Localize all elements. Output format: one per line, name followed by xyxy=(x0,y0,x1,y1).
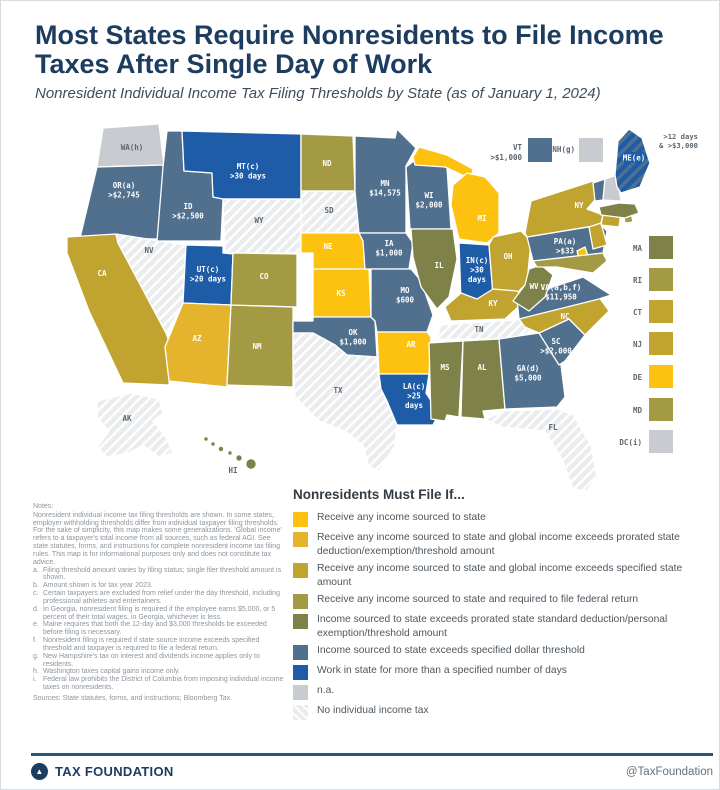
legend-item xyxy=(293,664,717,680)
state-label-AR: AR xyxy=(406,340,416,349)
legend-swatch xyxy=(293,665,308,680)
state-label-HI: HI xyxy=(228,466,238,475)
state-label-SC: SC >$2,000 xyxy=(540,337,572,356)
state-AK xyxy=(97,393,173,457)
note-letter: h. xyxy=(33,668,39,676)
maine-threshold-annotation: & >$3,000 xyxy=(659,141,698,150)
state-label-WY: WY xyxy=(254,216,264,225)
state-label-AK: AK xyxy=(122,414,132,423)
side-square-NJ xyxy=(649,332,673,355)
note-text: In Georgia, nonresident filing is required if the employee earns $5,000, or 5 percent of their total wages, in Georgia, whichever is less. xyxy=(43,605,276,621)
state-NE xyxy=(301,233,369,269)
note-letter: e. xyxy=(33,621,39,629)
legend-item xyxy=(293,704,717,720)
state-shapes xyxy=(67,124,650,491)
note-letter: d. xyxy=(33,605,39,613)
brand-name: TAX FOUNDATION xyxy=(55,764,174,779)
legend-swatch xyxy=(293,594,308,609)
state-label-NV: NV xyxy=(144,246,154,255)
state-label-ND: ND xyxy=(322,159,332,168)
brand xyxy=(31,763,174,780)
legend-swatch xyxy=(293,705,308,720)
legend-swatch xyxy=(293,532,308,547)
side-square-label-DC(i): DC(i) xyxy=(619,438,642,447)
legend-swatch xyxy=(293,563,308,578)
state-label-MI: MI xyxy=(477,214,487,223)
state-label-WA: WA(h) xyxy=(120,143,144,152)
legend-label: No individual income tax xyxy=(317,705,429,717)
state-label-NC: NC xyxy=(560,312,570,321)
state-label-PA: PA(a) >$33 xyxy=(553,237,577,256)
note-letter: i. xyxy=(33,676,37,684)
legend-swatch xyxy=(293,645,308,660)
state-HI-island xyxy=(204,437,208,441)
side-square-RI xyxy=(649,268,673,291)
state-MI xyxy=(451,173,499,243)
legend-item xyxy=(293,562,717,589)
legend-label: Receive any income sourced to state and global income exceeds prorated state deduction/exemption/threshold amount xyxy=(317,532,680,557)
state-OR xyxy=(80,165,164,239)
footer xyxy=(31,753,713,780)
note-text: Certain taxpayers are excluded from relief under the day threshold, including professional athletes and entertainers. xyxy=(43,590,280,605)
maine-threshold-annotation: >12 days xyxy=(663,132,698,141)
legend-item xyxy=(293,531,717,558)
side-square-DE xyxy=(649,365,673,388)
note-item xyxy=(33,590,287,606)
state-label-GA: GA(d) $5,000 xyxy=(514,364,542,383)
state-label-WV: WV xyxy=(529,282,539,291)
state-label-MT: MT(c) >30 days xyxy=(229,162,267,181)
page-subtitle: Nonresident Individual Income Tax Filing Thresholds by State (as of January 1, 2024) xyxy=(35,85,601,103)
vt-callout-label: VT xyxy=(512,143,522,152)
note-text: Federal law prohibits the District of Columbia from imposing individual income taxes on nonresidents. xyxy=(43,676,284,692)
state-WY xyxy=(223,199,301,253)
side-square-MA xyxy=(649,236,673,259)
state-label-TX: TX xyxy=(333,386,343,395)
side-square-CT xyxy=(649,300,673,323)
state-label-ID: ID >$2,500 xyxy=(172,202,204,221)
note-item xyxy=(33,637,287,653)
side-square-MD xyxy=(649,398,673,421)
state-NJ xyxy=(589,223,607,249)
legend-item xyxy=(293,684,717,700)
state-MA xyxy=(599,203,639,218)
state-label-VA: VA(a,b,f) $11,950 xyxy=(540,283,582,302)
note-item xyxy=(33,606,287,622)
note-text: Washington taxes capital gains income only. xyxy=(43,668,180,676)
state-label-OR: OR(a) >$2,745 xyxy=(108,181,140,200)
state-AL xyxy=(461,339,505,419)
state-label-AL: AL xyxy=(477,363,487,372)
legend-swatch xyxy=(293,685,308,700)
state-label-ME: ME(e) xyxy=(622,153,646,163)
state-label-OH: OH xyxy=(503,252,513,261)
legend-label: Receive any income sourced to state and global income exceeds specified state amount xyxy=(317,563,683,588)
state-HI-island xyxy=(246,459,256,469)
state-MS xyxy=(429,341,463,421)
side-square-label-RI: RI xyxy=(632,276,642,285)
page-title: Most States Require Nonresidents to File Income Taxes After Single Day of Work xyxy=(35,20,664,79)
legend-label: Income sourced to state exceeds prorated state standard deduction/personal exemption/threshold amount xyxy=(317,614,668,639)
state-label-LA: LA(c) >25 days xyxy=(402,382,426,410)
state-label-KY: KY xyxy=(488,299,498,308)
state-KY xyxy=(445,289,527,321)
note-item xyxy=(33,676,287,692)
note-letter: c. xyxy=(33,590,39,598)
legend-item xyxy=(293,613,717,640)
state-label-TN: TN xyxy=(474,325,484,334)
state-FL xyxy=(485,409,597,491)
state-label-NY: NY xyxy=(574,201,584,210)
state-label-CO: CO xyxy=(259,272,269,281)
state-label-MN: MN $14,575 xyxy=(369,179,401,198)
state-label-NM: NM xyxy=(252,342,262,351)
legend-label: n.a. xyxy=(317,685,335,697)
legend-label: Receive any income sourced to state xyxy=(317,512,486,523)
note-item xyxy=(33,668,287,676)
legend-items xyxy=(293,511,717,720)
side-square-label-MD: MD xyxy=(632,406,642,415)
note-text: Nonresident filing is required if state source income exceeds specified threshold and taxpayer is required to file a federal return. xyxy=(43,637,260,652)
state-AR xyxy=(377,332,431,374)
state-label-MS: MS xyxy=(440,363,450,372)
map-legend xyxy=(293,487,717,724)
state-HI-island xyxy=(228,451,232,455)
state-label-NE: NE xyxy=(323,242,333,251)
state-label-UT: UT(c) >20 days xyxy=(189,265,227,284)
notes-intro: Nonresident individual income tax filing thresholds are shown. In some states, employer withholding thresholds differ from individual taxpayer filing thresholds. For the sake of simplicity, this map makes some generalizations. 'Global income' refers to a taxpayer's total income from all sources, such as federal AGI. See state statutes, forms, and instructions for complete nonresident income tax filing rules. This map is for informational purposes only and does not constitute tax advice. xyxy=(33,511,282,566)
legend-swatch xyxy=(293,512,308,527)
legend-label: Receive any income sourced to state and required to file federal return xyxy=(317,594,639,606)
state-label-CA: CA xyxy=(97,269,107,278)
side-square-label-CT: CT xyxy=(632,308,642,317)
notes-block xyxy=(33,503,287,703)
vt-callout-square xyxy=(528,138,552,162)
side-square-DC(i) xyxy=(649,430,673,453)
note-letter: a. xyxy=(33,566,39,574)
nh-callout-square xyxy=(579,138,603,162)
state-label-FL: FL xyxy=(548,423,558,432)
side-square-label-NJ: NJ xyxy=(632,340,642,349)
state-label-IN: IN(c) >30 days xyxy=(465,256,489,284)
note-item xyxy=(33,621,287,637)
note-item xyxy=(33,567,287,583)
tax-foundation-logo: ▲ xyxy=(31,763,48,780)
legend-label: Work in state for more than a specified number of days xyxy=(317,665,567,677)
note-item xyxy=(33,653,287,669)
legend-item xyxy=(293,593,717,609)
state-label-AZ: AZ xyxy=(192,334,202,343)
us-choropleth-map xyxy=(1,109,720,501)
note-text: Maine requires that both the 12-day and $3,000 thresholds be exceeded before filing is necessary. xyxy=(43,621,267,637)
notes-items xyxy=(33,567,287,692)
note-text: Amount shown is for tax year 2023. xyxy=(43,582,153,590)
state-label-WI: WI $2,000 xyxy=(415,191,443,210)
state-label-IL: IL xyxy=(434,261,444,270)
twitter-handle: @TaxFoundation xyxy=(625,765,713,778)
state-label-MO: MO $600 xyxy=(395,286,415,305)
state-label-SD: SD xyxy=(324,206,334,215)
side-square-label-MA: MA xyxy=(632,244,642,253)
vt-callout-label: >$1,000 xyxy=(490,153,522,162)
note-item xyxy=(33,582,287,590)
state-label-OK: OK $1,000 xyxy=(339,328,367,347)
state-HI-island xyxy=(211,442,215,446)
header xyxy=(35,21,693,102)
legend-label: Income sourced to state exceeds specified dollar threshold xyxy=(317,645,585,657)
notes-sources: Sources: State statutes, forms, and instructions; Bloomberg Tax. xyxy=(33,694,233,702)
notes-heading: Notes: xyxy=(33,503,54,510)
legend-title: Nonresidents Must File If... xyxy=(293,487,465,502)
legend-item xyxy=(293,511,717,527)
state-label-IA: IA $1,000 xyxy=(375,239,403,258)
note-letter: g. xyxy=(33,652,39,660)
note-letter: b. xyxy=(33,582,39,590)
legend-swatch xyxy=(293,614,308,629)
state-label-KS: KS xyxy=(336,289,346,298)
note-letter: f. xyxy=(33,637,37,645)
state-HI-island xyxy=(236,455,242,461)
legend-item xyxy=(293,644,717,660)
note-text: Filing threshold amount varies by filing status; single filer threshold amount is shown. xyxy=(43,566,282,582)
nh-callout-label: NH(g) xyxy=(552,145,575,154)
state-HI-island xyxy=(219,447,224,452)
note-text: New Hampshire's tax on interest and dividends income applies only to residents. xyxy=(43,652,260,668)
side-square-label-DE: DE xyxy=(632,373,642,382)
